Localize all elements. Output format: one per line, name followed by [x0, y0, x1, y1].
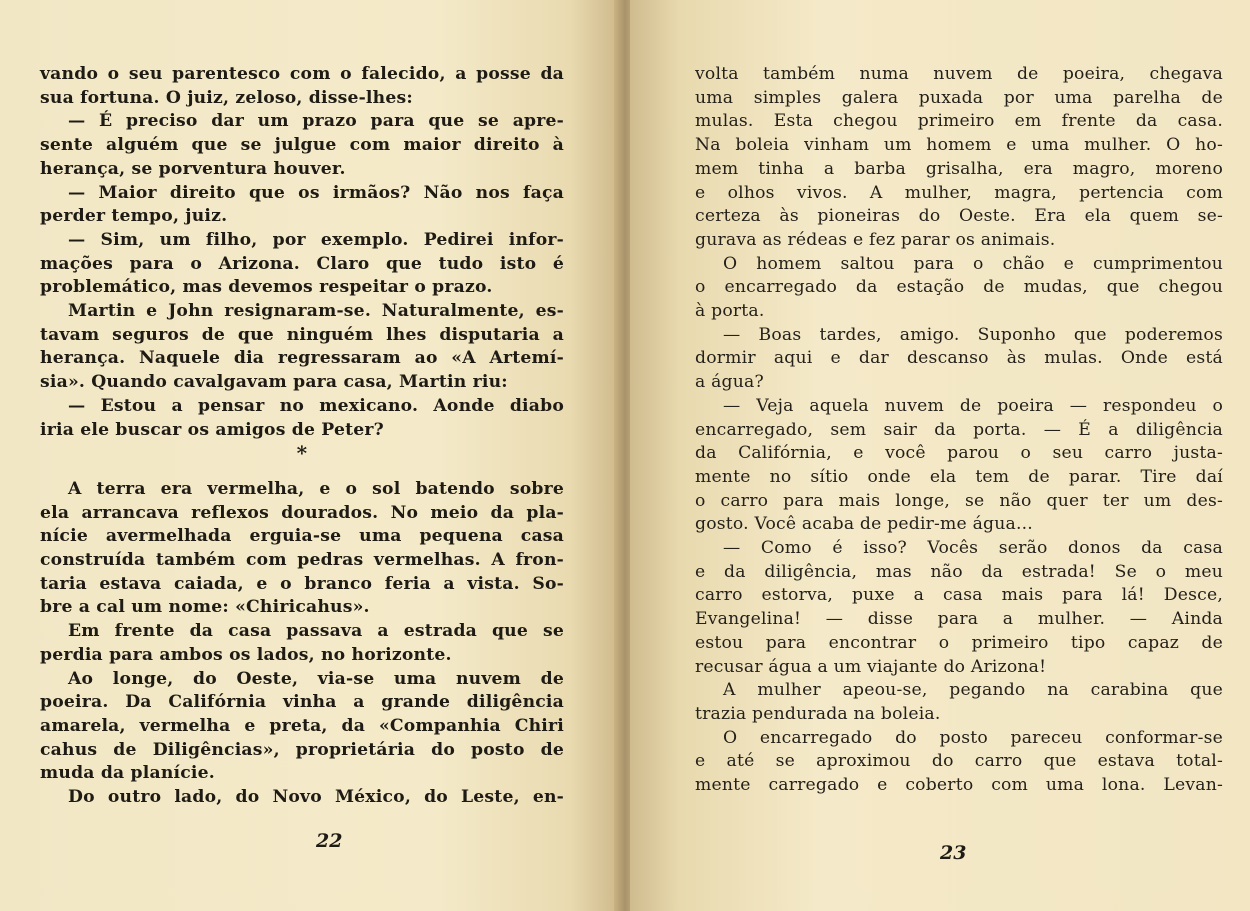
left-page — [0, 0, 620, 911]
text-line: — Estou a pensar no mexicano. Aonde diabo — [68, 395, 564, 416]
text-line: vando o seu parentesco com o falecido, a posse da — [40, 64, 564, 84]
text-line: — Boas tardes, amigo. Suponho que poderemos — [723, 324, 1223, 345]
left-page-text — [40, 63, 564, 810]
text-line: mente carregado e coberto com uma lona. Levan- — [695, 775, 1223, 796]
text-line: taria estava caiada, e o branco feria a vista. So- — [40, 573, 564, 594]
text-line: perdia para ambos os lados, no horizonte. — [40, 644, 452, 665]
text-line: gosto. Você acaba de pedir-me água... — [695, 514, 1033, 535]
text-line: problemático, mas devemos respeitar o prazo. — [40, 277, 493, 298]
text-line: o encarregado da estação de mudas, que chegou — [695, 277, 1223, 298]
text-line: — Maior direito que os irmãos? Não nos faça — [68, 182, 564, 203]
text-line: iria ele buscar os amigos de Peter? — [40, 419, 384, 440]
text-line: nície avermelhada erguia-se uma pequena casa — [40, 526, 564, 547]
text-line: e até se aproximou do carro que estava total- — [695, 751, 1223, 772]
text-line: O encarregado do posto pareceu conformar-se — [723, 727, 1223, 748]
text-line: encarregado, sem sair da porta. — É a diligência — [695, 419, 1223, 440]
text-line: — Veja aquela nuvem de poeira — respondeu o — [723, 395, 1223, 416]
text-line: Evangelina! — disse para a mulher. — Ainda — [695, 609, 1223, 630]
text-line: Do outro lado, do Novo México, do Leste, en- — [68, 787, 564, 808]
text-line: herança. Naquele dia regressaram ao «A Artemí- — [40, 348, 564, 369]
text-line: — Como é isso? Vocês serão donos da casa — [723, 538, 1223, 559]
page-number: 23 — [940, 842, 967, 864]
text-line: Em frente da casa passava a estrada que se — [68, 621, 564, 642]
text-line: Na boleia vinham um homem e uma mulher. O ho- — [695, 135, 1223, 156]
text-line: poeira. Da Califórnia vinha a grande diligência — [40, 692, 564, 713]
text-line: mente no sítio onde ela tem de parar. Tire daí — [695, 466, 1223, 487]
text-line: bre a cal um nome: «Chiricahus». — [40, 597, 370, 618]
text-line: a água? — [695, 372, 764, 393]
text-line: tavam seguros de que ninguém lhes disputaria a — [40, 324, 564, 345]
text-line: mações para o Arizona. Claro que tudo isto é — [40, 253, 564, 274]
text-line: Martin e John resignaram-se. Naturalmente, es- — [68, 301, 564, 322]
text-line: estou para encontrar o primeiro tipo capaz de — [695, 632, 1223, 653]
text-line: sua fortuna. O juiz, zeloso, disse-lhes: — [40, 87, 413, 108]
text-line: perder tempo, juiz. — [40, 206, 228, 227]
text-line: mulas. Esta chegou primeiro em frente da casa. — [695, 111, 1223, 132]
right-page — [630, 0, 1250, 911]
text-line: Ao longe, do Oeste, via-se uma nuvem de — [68, 668, 564, 689]
text-line: cahus de Diligências», proprietária do posto de — [40, 739, 564, 760]
text-line: A mulher apeou-se, pegando na carabina que — [723, 680, 1223, 701]
text-line: e olhos vivos. A mulher, magra, pertencia com — [695, 182, 1223, 203]
text-line: sia». Quando cavalgavam para casa, Martin riu: — [40, 372, 508, 393]
text-line: O homem saltou para o chão e cumprimentou — [723, 253, 1223, 274]
page-number: 22 — [316, 830, 343, 852]
text-line: — Sim, um filho, por exemplo. Pedirei infor- — [68, 229, 564, 250]
text-line: mem tinha a barba grisalha, era magro, moreno — [695, 158, 1223, 179]
text-line: — É preciso dar um prazo para que se apre- — [68, 111, 564, 132]
text-line: dormir aqui e dar descanso às mulas. Onde está — [695, 348, 1223, 369]
text-line: trazia pendurada na boleia. — [695, 703, 941, 724]
text-line: e da diligência, mas não da estrada! Se o meu — [695, 561, 1223, 582]
text-line: carro estorva, puxe a casa mais para lá! Desce, — [695, 585, 1223, 606]
text-line: da Califórnia, e você parou o seu carro justa- — [695, 443, 1223, 464]
text-line: volta também numa nuvem de poeira, chegava — [695, 64, 1223, 84]
text-line: muda da planície. — [40, 763, 215, 784]
text-line: sente alguém que se julgue com maior direito à — [40, 135, 564, 156]
text-line: herança, se porventura houver. — [40, 158, 346, 179]
text-line: amarela, vermelha e preta, da «Companhia Chiri — [40, 715, 564, 736]
text-line: à porta. — [695, 301, 765, 322]
text-line: A terra era vermelha, e o sol batendo sobre — [68, 478, 564, 499]
right-page-text — [695, 63, 1223, 798]
section-separator: * — [296, 441, 308, 466]
text-line: recusar água a um viajante do Arizona! — [695, 656, 1047, 677]
text-line: gurava as rédeas e fez parar os animais. — [695, 229, 1056, 250]
text-line: uma simples galera puxada por uma parelha de — [695, 87, 1223, 108]
text-line: o carro para mais longe, se não quer ter um des- — [695, 490, 1223, 511]
text-line: certeza às pioneiras do Oeste. Era ela quem se- — [695, 206, 1223, 227]
text-line: construída também com pedras vermelhas. A fron- — [40, 550, 564, 571]
text-line: ela arrancava reflexos dourados. No meio da pla- — [40, 502, 564, 523]
